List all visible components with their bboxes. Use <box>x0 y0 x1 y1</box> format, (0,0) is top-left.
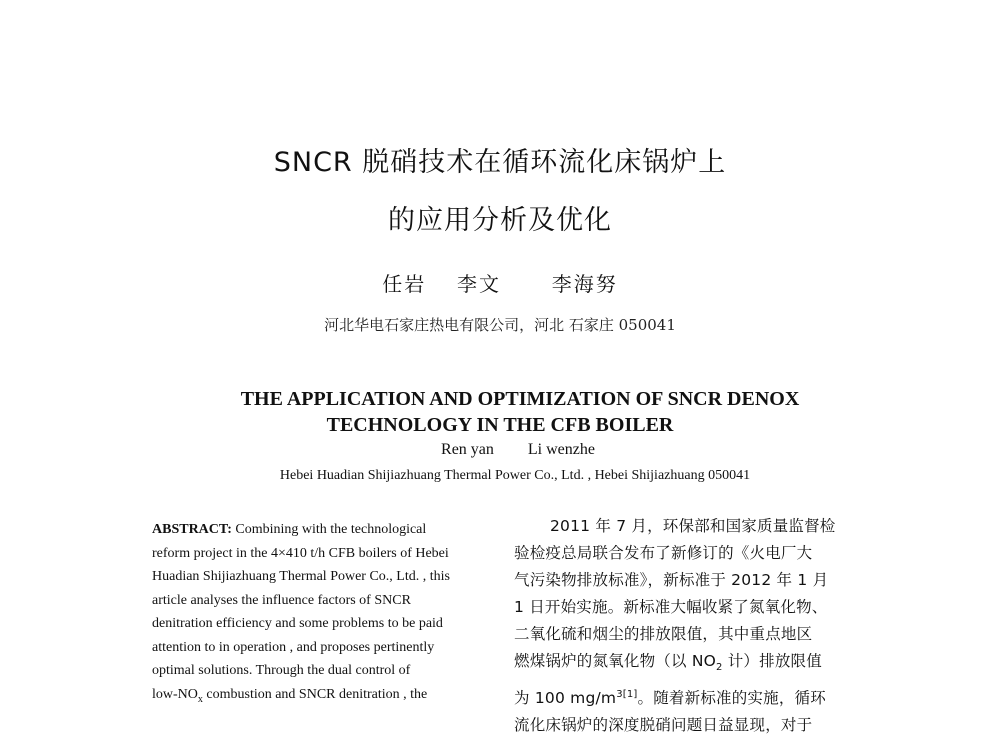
body-line: 二氧化硫和烟尘的排放限值，其中重点地区 <box>514 625 813 643</box>
abstract-line: article analyses the influence factors of SNCR <box>152 592 411 608</box>
chinese-title-line-2: 的应用分析及优化 <box>388 205 612 236</box>
abstract-line: low-$NO_x$ combustion and SNCR denitration , the <box>152 686 428 705</box>
chinese-body-column <box>514 513 854 739</box>
body-line: 燃煤锅炉的氮氧化物（以 $NO_2$ 计）排放限值 <box>514 652 822 674</box>
body-line: 为 100 $mg/m^{3[1]}$。随着新标准的实施，循环 <box>514 689 826 708</box>
author-cn-2: 李文 <box>457 272 501 296</box>
abstract-line: optimal solutions. Through the dual control of <box>152 663 411 678</box>
abstract-line: denitration efficiency and some problems to be paid <box>152 616 443 631</box>
body-line: 1 日开始实施。新标准大幅收紧了氮氧化物、 <box>514 598 828 616</box>
body-line: 流化床锅炉的深度脱硝问题日益显现，对于 <box>514 716 813 735</box>
english-title-line-2: TECHNOLOGY IN THE CFB BOILER <box>326 414 674 436</box>
abstract-column <box>152 518 482 711</box>
author-cn-1: 任岩 <box>382 272 427 296</box>
english-affiliation: Hebei Huadian Shijiazhuang Thermal Power Co., Ltd. , Hebei Shijiazhuang 050041 <box>279 468 751 483</box>
chinese-authors <box>0 268 1000 297</box>
abstract-line: Huadian Shijiazhuang Thermal Power Co., Ltd. , this <box>152 569 450 584</box>
body-line: 气污染物排放标准》，新标准于 2012 年 1 月 <box>514 571 829 589</box>
english-title-line-1: THE APPLICATION AND OPTIMIZATION OF SNCR DENOX <box>240 388 800 410</box>
author-en-1: Ren yan <box>441 441 494 458</box>
body-line: 验检疫总局联合发布了新修订的《火电厂大 <box>514 544 813 562</box>
abstract-line: attention to in operation , and proposes pertinently <box>152 639 435 655</box>
english-authors <box>0 441 1000 459</box>
author-en-2: Li wenzhe <box>527 441 595 458</box>
abstract-line: ABSTRACT: Combining with the technological <box>152 522 427 537</box>
abstract-line: reform project in the 4×410 t/h CFB boilers of Hebei <box>152 545 449 561</box>
author-cn-3: 李海努 <box>551 272 618 296</box>
chinese-title-line-1: SNCR 脱硝技术在循环流化床锅炉上 <box>273 147 727 178</box>
abstract-label: ABSTRACT: <box>152 522 232 537</box>
chinese-affiliation: 河北华电石家庄热电有限公司，河北 石家庄 050041 <box>324 316 676 334</box>
body-line: 2011 年 7 月，环保部和国家质量监督检 <box>550 517 836 535</box>
